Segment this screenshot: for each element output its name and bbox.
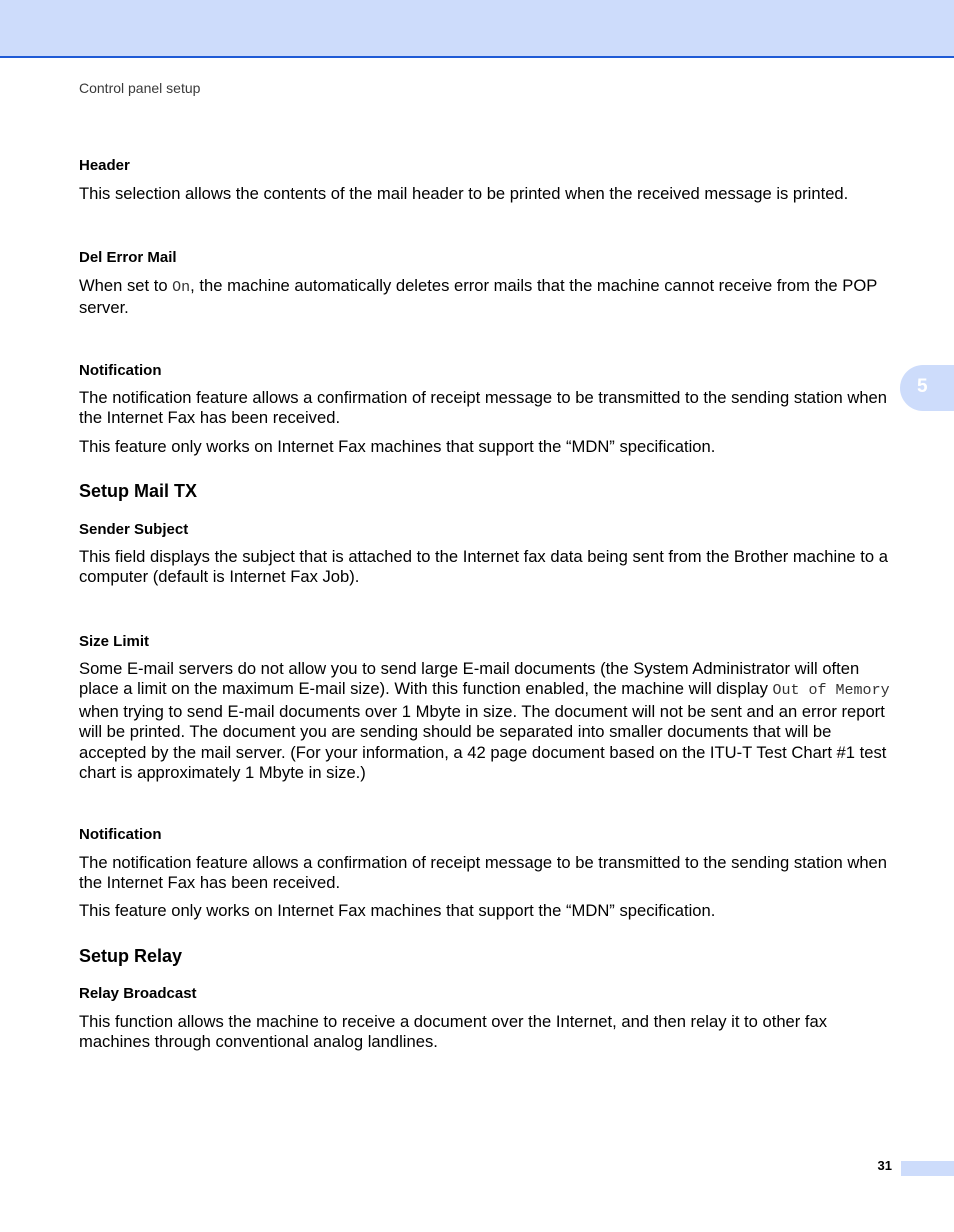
sender-subject-heading: Sender Subject [79,521,189,538]
del-error-mail-text-end: , the machine automatically deletes error mails that the machine cannot receive from the POP server. [79,276,877,318]
del-error-mail-heading: Del Error Mail [79,249,177,266]
del-error-mail-text-start: When set to [79,276,173,295]
header-heading: Header [79,157,130,174]
chapter-tab: 5 [900,365,954,411]
setup-relay-heading: Setup Relay [79,946,183,966]
running-header: Control panel setup [79,80,201,96]
notification-heading: Notification [79,362,162,379]
notification-mdn-note: This feature only works on Internet Fax machines that support the “MDN” specification. [79,437,716,456]
on-value-code: On [172,279,191,296]
sender-subject-description: This field displays the subject that is attached to the Internet fax data being sent from the Brother machine to a computer (default is Internet Fax Job). [79,547,888,587]
page-number: 31 [877,1158,892,1173]
size-limit-text-end: when trying to send E-mail documents over 1 Mbyte in size. The document will not be sent and an error report will be printed. The document you are sending should be separated into smaller documents that will be accepted by the mail server. (For your information, a 42 page document based on the ITU-T Test Chart #1 test chart is approximately 1 Mbyte in size.) [79,701,887,783]
notification-description: The notification feature allows a confirmation of receipt message to be transmitted to the sending station when the Internet Fax has been received. [79,853,888,893]
notification-heading: Notification [79,826,162,843]
relay-broadcast-description: This function allows the machine to receive a document over the Internet, and then relay it to other fax machines through conventional analog landlines. [79,1012,828,1052]
relay-broadcast-heading: Relay Broadcast [79,985,197,1002]
notification-mdn-note: This feature only works on Internet Fax machines that support the “MDN” specification. [79,901,716,920]
del-error-mail-description [79,276,891,319]
page-number-bar [901,1161,954,1176]
notification-description: The notification feature allows a confirmation of receipt message to be transmitted to the sending station when the Internet Fax has been received. [79,388,888,428]
header-description: This selection allows the contents of the mail header to be printed when the received message is printed. [79,184,849,203]
setup-mail-tx-heading: Setup Mail TX [79,481,198,501]
size-limit-text-start: Some E-mail servers do not allow you to send large E-mail documents (the System Administrator will often place a limit on the maximum E-mail size). With this function enabled, the machine will display [79,659,860,699]
size-limit-heading: Size Limit [79,633,150,650]
size-limit-description [79,659,891,783]
out-of-memory-code: Out of Memory [772,682,890,700]
top-header-band [0,0,954,58]
